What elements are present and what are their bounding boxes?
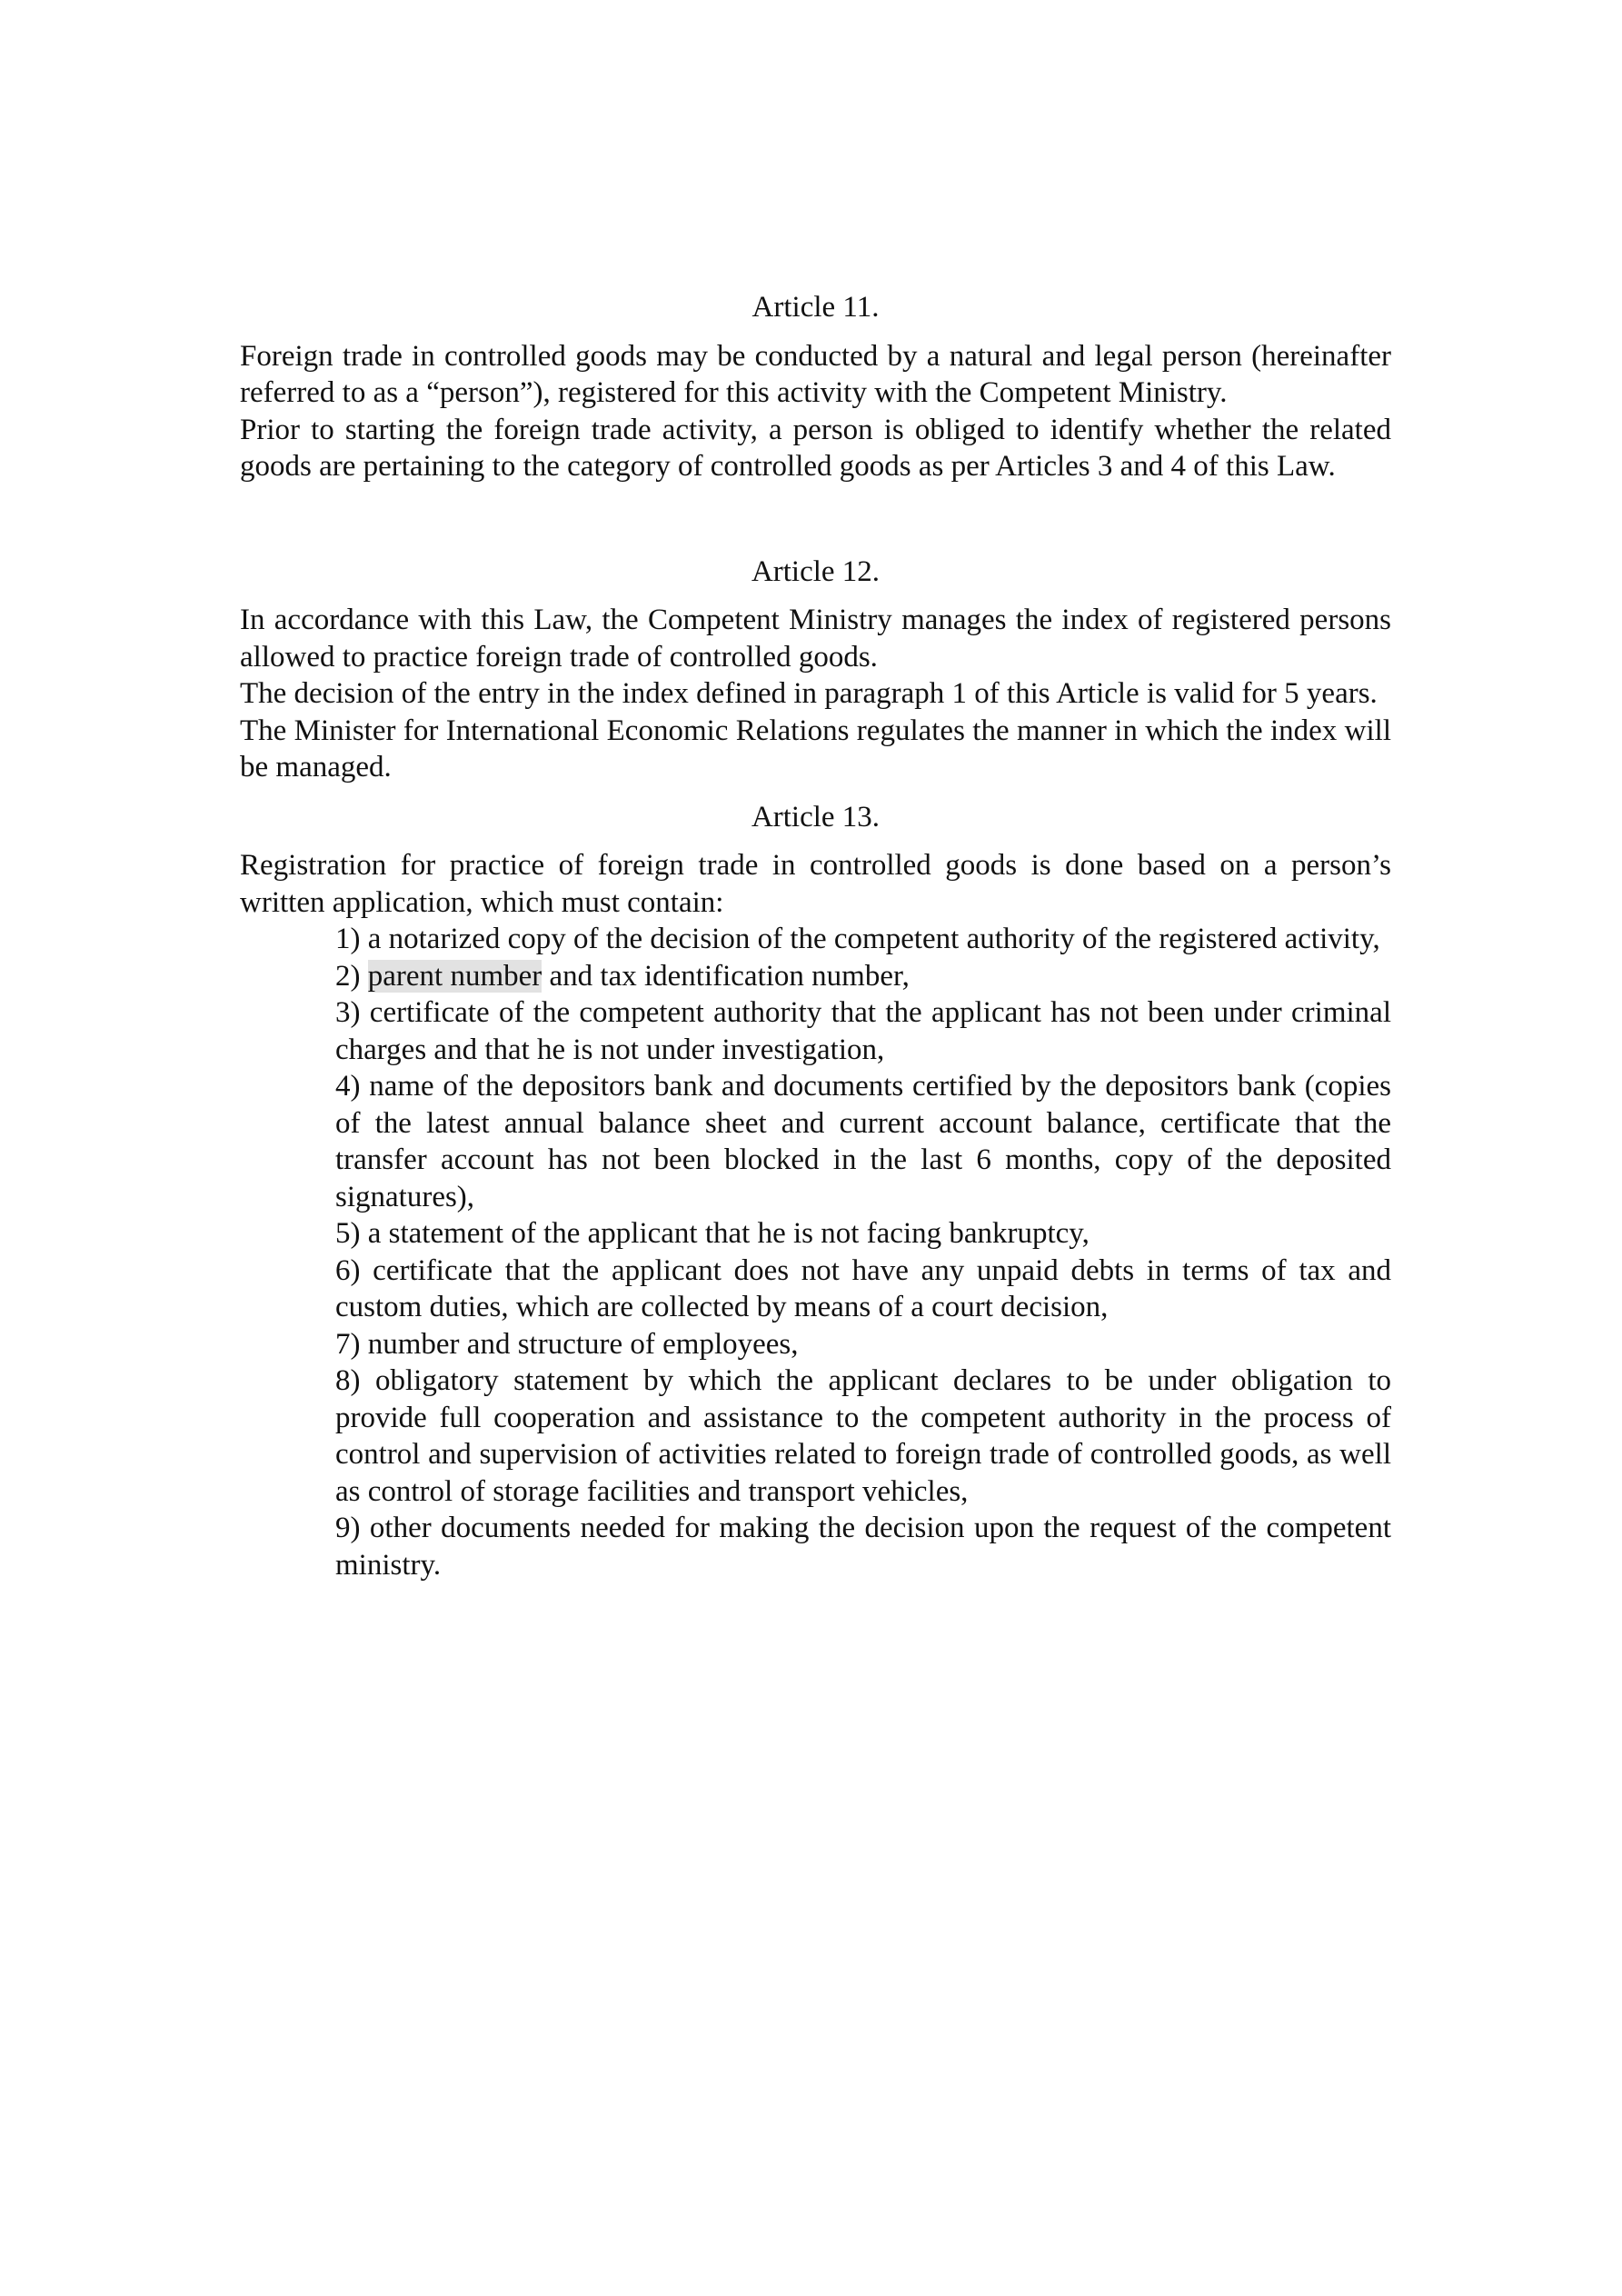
list-item: 9) other documents needed for making the decision upon the request of the competent ministry. — [335, 1512, 1391, 1582]
article-12 — [240, 554, 1391, 786]
document-page — [240, 289, 1391, 1583]
section-spacer — [240, 786, 1391, 799]
article-11 — [240, 289, 1391, 485]
paragraph: The decision of the entry in the index defined in paragraph 1 of this Article is valid for 5 years. — [240, 677, 1378, 710]
list-item — [335, 958, 1391, 995]
list-item: 8) obligatory statement by which the applicant declares to be under obligation to provide full cooperation and assistance to the competent authority in the process of control and supervision of activities related to foreign trade of controlled goods, as well as control of storage facilities and transport vehicles, — [335, 1364, 1391, 1508]
paragraph: Prior to starting the foreign trade activity, a person is obliged to identify whether the related goods are pertaining to the category of controlled goods as per Articles 3 and 4 of this Law. — [240, 413, 1391, 483]
list-item: 1) a notarized copy of the decision of the competent authority of the registered activity, — [335, 923, 1380, 955]
list-item: 4) name of the depositors bank and documents certified by the depositors bank (copies of the latest annual balance sheet and current account balance, certificate that the transfer account has not been blocked in the last 6 months, copy of the deposited signatures), — [335, 1070, 1391, 1213]
list-item: 5) a statement of the applicant that he is not facing bankruptcy, — [335, 1217, 1090, 1250]
list-item: 3) certificate of the competent authority that the applicant has not been under criminal charges and that he is not under investigation, — [335, 996, 1391, 1066]
paragraph: Registration for practice of foreign trade in controlled goods is done based on a person’s written application, which must contain: — [240, 849, 1391, 919]
requirements-list — [240, 921, 1391, 1583]
highlighted-text[interactable]: parent number — [367, 959, 542, 993]
list-item: 7) number and structure of employees, — [335, 1327, 799, 1361]
list-item-suffix: and tax identification number, — [542, 959, 910, 993]
paragraph: In accordance with this Law, the Competent Ministry manages the index of registered persons allowed to practice foreign trade of controlled goods. — [240, 604, 1391, 674]
section-spacer — [240, 485, 1391, 554]
article-title: Article 13. — [751, 800, 881, 834]
list-item-prefix: 2) — [335, 959, 368, 993]
paragraph: Foreign trade in controlled goods may be conducted by a natural and legal person (hereinafter referred to as a “person”), registered for this activity with the Competent Ministry. — [240, 339, 1391, 409]
paragraph: The Minister for International Economic Relations regulates the manner in which the index will be managed. — [240, 714, 1391, 784]
list-item: 6) certificate that the applicant does not have any unpaid debts in terms of tax and custom duties, which are collected by means of a court decision, — [335, 1253, 1391, 1323]
article-title: Article 11. — [751, 291, 880, 324]
article-title: Article 12. — [751, 554, 881, 588]
article-13 — [240, 799, 1391, 1584]
